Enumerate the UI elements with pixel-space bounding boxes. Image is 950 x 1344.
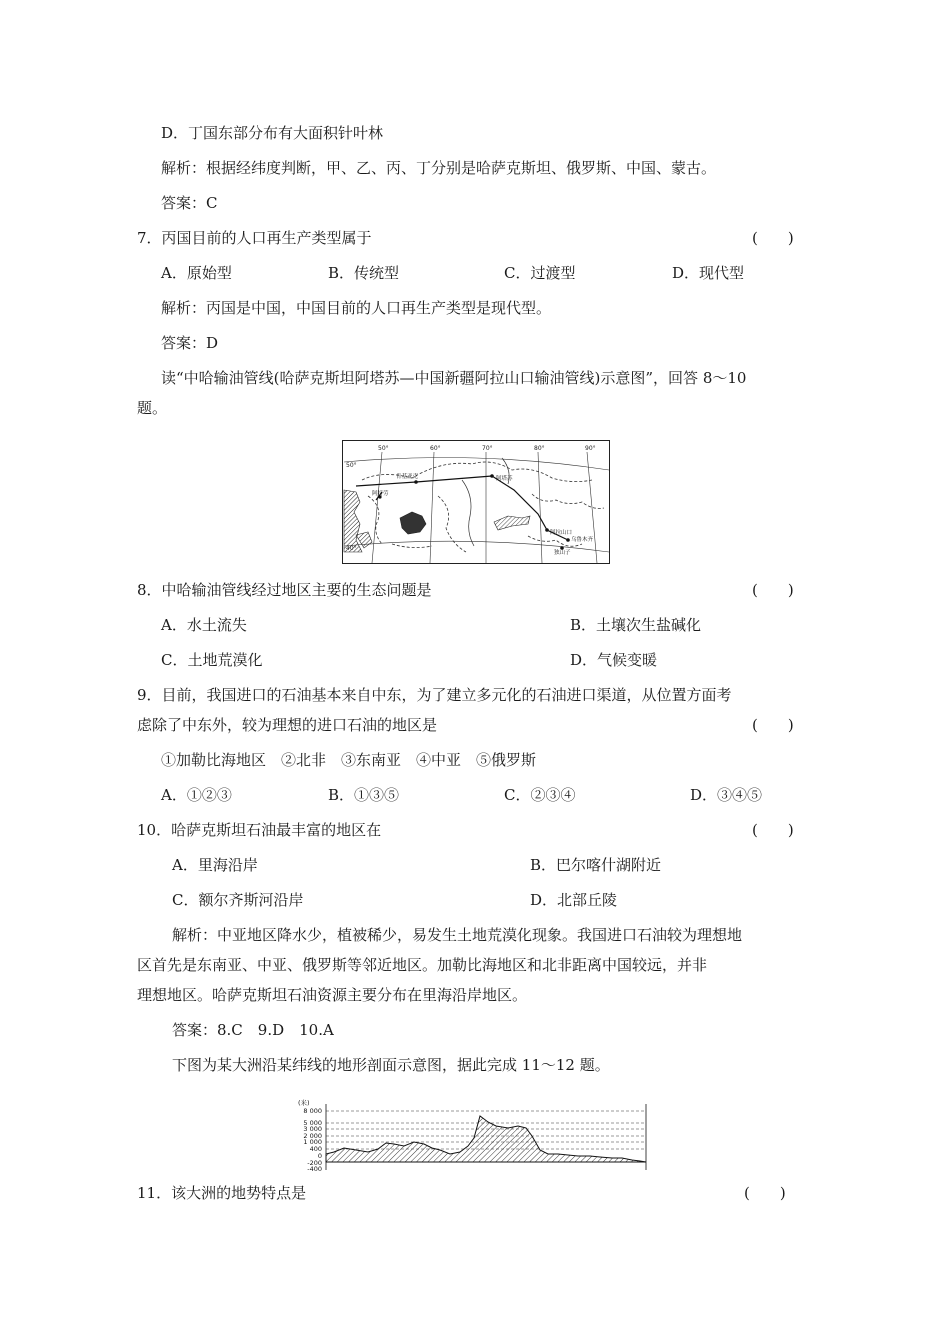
q9-stem-line1: 9．目前，我国进口的石油基本来自中东，为了建立多元化的石油进口渠道，从位置方面考 (137, 686, 732, 704)
q10-analysis-line2: 区首先是东南亚、中亚、俄罗斯等邻近地区。加勒比海地区和北非距离中国较远，并非 (137, 956, 708, 974)
q8-answer-paren: ( ) (752, 581, 794, 599)
place-atasu: 阿塔苏 (496, 476, 513, 482)
q10-stem: 10．哈萨克斯坦石油最丰富的地区在 (137, 821, 382, 839)
lat-label-50: 50° (346, 462, 357, 469)
q8-option-a: A．水土流失 (161, 616, 247, 634)
q7-option-c: C．过渡型 (504, 264, 576, 282)
place-dushanzi: 独山子 (554, 550, 571, 556)
tick-2000: 2 000 (303, 1132, 322, 1140)
pipeline-map (342, 440, 610, 564)
q6-answer: 答案：C (161, 194, 218, 212)
q9-option-a: A．①②③ (161, 786, 232, 804)
tick-1000: 1 000 (303, 1138, 322, 1146)
q10-answer-paren: ( ) (752, 821, 794, 839)
tick-minus200: -200 (307, 1159, 322, 1167)
place-urumqi: 乌鲁木齐 (571, 537, 594, 543)
tick-0: 0 (317, 1152, 322, 1160)
q11-stem: 11．该大洲的地势特点是 (137, 1184, 307, 1202)
place-kenkiyak: 肯基亚克 (396, 474, 419, 480)
q11-answer-paren: ( ) (744, 1184, 786, 1202)
terrain-profile (282, 1098, 652, 1172)
q7-option-d: D．现代型 (672, 264, 745, 282)
q9-items: ①加勒比海地区 ②北非 ③东南亚 ④中亚 ⑤俄罗斯 (161, 751, 537, 769)
q10-analysis-line3: 理想地区。哈萨克斯坦石油资源主要分布在里海沿岸地区。 (137, 986, 528, 1004)
q7-analysis: 解析：丙国是中国，中国目前的人口再生产类型是现代型。 (161, 299, 552, 317)
q9-option-d: D．③④⑤ (690, 786, 763, 804)
lon-label-90: 90° (585, 445, 596, 452)
q10-option-a: A．里海沿岸 (172, 856, 258, 874)
q8-stem: 8．中哈输油管线经过地区主要的生态问题是 (137, 581, 432, 599)
lon-label-50: 50° (378, 445, 389, 452)
intro-11-12: 下图为某大洲沿某纬线的地形剖面示意图，据此完成 11～12 题。 (172, 1056, 610, 1074)
q10-option-c: C．额尔齐斯河沿岸 (172, 891, 304, 909)
tick-minus400: -400 (307, 1165, 322, 1172)
q7-answer-paren: ( ) (752, 229, 794, 247)
q6-analysis: 解析：根据经纬度判断，甲、乙、丙、丁分别是哈萨克斯坦、俄罗斯、中国、蒙古。 (161, 159, 717, 177)
q10-option-b: B．巴尔喀什湖附近 (530, 856, 662, 874)
q7-answer: 答案：D (161, 334, 219, 352)
lon-label-60: 60° (430, 445, 441, 452)
lon-label-70: 70° (482, 445, 493, 452)
tick-3000: 3 000 (303, 1125, 322, 1133)
q9-option-b: B．①③⑤ (328, 786, 400, 804)
tick-400: 400 (309, 1145, 322, 1153)
place-atyrau: 阿特劳 (372, 491, 389, 497)
q6-option-d: D．丁国东部分布有大面积针叶林 (161, 124, 384, 142)
q7-option-b: B．传统型 (328, 264, 400, 282)
lon-label-80: 80° (534, 445, 545, 452)
q9-option-c: C．②③④ (504, 786, 576, 804)
q7-option-a: A．原始型 (161, 264, 232, 282)
q10-option-d: D．北部丘陵 (530, 891, 618, 909)
tick-5000: 5 000 (303, 1119, 322, 1127)
profile-unit: (米) (298, 1099, 310, 1107)
q8-option-d: D．气候变暖 (570, 651, 658, 669)
q8-option-c: C．土地荒漠化 (161, 651, 263, 669)
q9-answer-paren: ( ) (752, 716, 794, 734)
q8-10-answers: 答案：8.C 9.D 10.A (172, 1021, 334, 1039)
place-alashankou: 阿拉山口 (550, 530, 573, 536)
q9-stem-line2: 虑除了中东外，较为理想的进口石油的地区是 (137, 716, 438, 734)
tick-8000: 8 000 (303, 1107, 322, 1115)
q8-option-b: B．土壤次生盐碱化 (570, 616, 702, 634)
q10-analysis-line1: 解析：中亚地区降水少，植被稀少，易发生土地荒漠化现象。我国进口石油较为理想地 (172, 926, 743, 944)
intro-8-10-line2: 题。 (137, 399, 168, 417)
intro-8-10-line1: 读“中哈输油管线(哈萨克斯坦阿塔苏—中国新疆阿拉山口输油管线)示意图”，回答 8～10 (161, 369, 747, 387)
q7-stem: 7．丙国目前的人口再生产类型属于 (137, 229, 372, 247)
